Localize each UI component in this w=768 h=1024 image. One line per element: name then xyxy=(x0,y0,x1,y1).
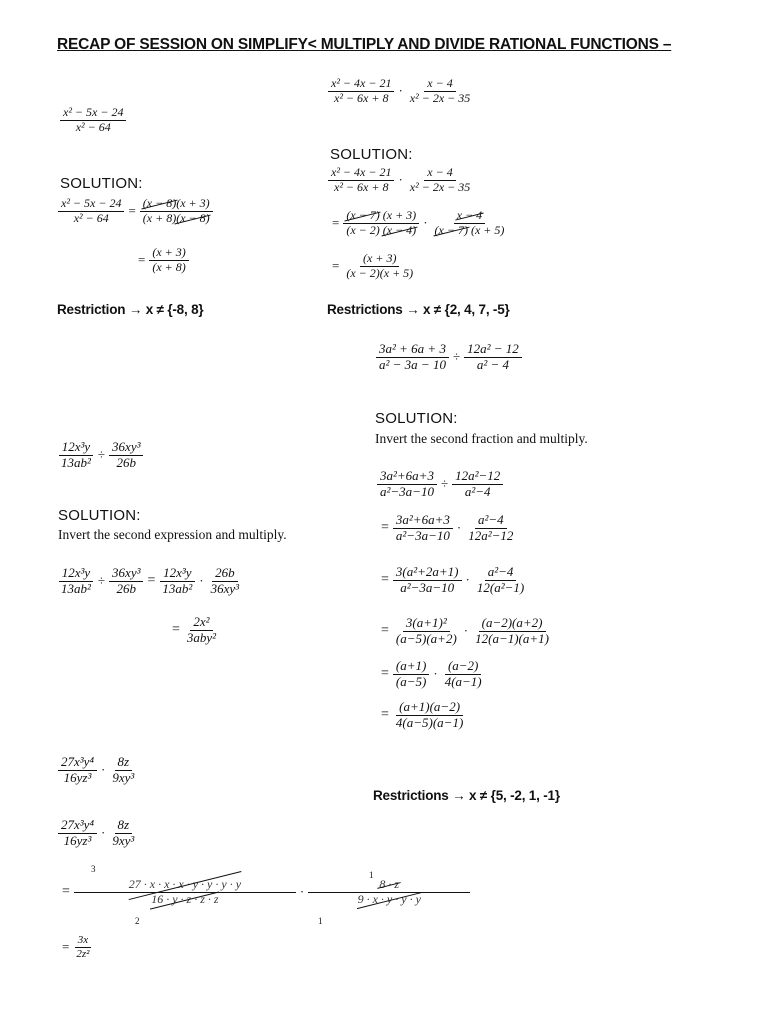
fraction-numerator: (a+1)(a−2) xyxy=(396,700,463,716)
problem2-fraction-1 xyxy=(328,77,394,106)
cancel-mark: 1 xyxy=(369,870,374,880)
cancel-mark: 3 xyxy=(91,864,96,874)
cancelled-factors: 8 · z xyxy=(379,877,400,891)
fraction-denominator: 36xy³ xyxy=(210,580,240,596)
fraction xyxy=(58,755,97,786)
fraction xyxy=(308,878,470,907)
fraction-denominator: x² − 6x + 8 xyxy=(334,90,389,105)
solution-label: SOLUTION: xyxy=(60,175,143,192)
equals-sign: = xyxy=(381,707,389,723)
divide-sign: ÷ xyxy=(97,573,106,589)
fraction xyxy=(393,513,453,544)
fraction-denominator: 16yz³ xyxy=(63,769,92,785)
problem5-expression xyxy=(58,755,137,786)
equals-sign: = xyxy=(332,215,340,231)
problem2-step0 xyxy=(328,166,473,195)
equals-sign: = xyxy=(172,622,180,638)
cancelled-factor: (x − 4) xyxy=(382,222,417,237)
fraction-numerator: x − 4 xyxy=(424,166,455,181)
fraction-denominator: 13ab² xyxy=(61,454,91,470)
solution-label: SOLUTION: xyxy=(375,410,458,427)
fraction-denominator: (x + 8) xyxy=(152,259,186,274)
cancelled-factors: 16 · y · z · z · z xyxy=(151,891,219,906)
fraction xyxy=(377,469,437,500)
fraction-denominator: x² − 64 xyxy=(73,210,109,225)
factor: (x + 8) xyxy=(142,210,177,225)
problem1-fraction xyxy=(60,106,126,135)
fraction-denominator: x² − 64 xyxy=(75,119,111,134)
cancelled-factor: (x − 8) xyxy=(176,210,210,225)
problem1-original-fraction xyxy=(58,197,124,226)
solution-label: SOLUTION: xyxy=(58,507,141,524)
problem3-fraction-1 xyxy=(376,342,449,373)
factor: (x + 5) xyxy=(470,222,505,237)
cancelled-factor: (x − 8) xyxy=(142,196,177,210)
problem3-restriction: Restrictions → x ≠ {5, -2, 1, -1} xyxy=(373,788,560,803)
fraction-denominator: a² − 3a − 10 xyxy=(379,356,446,372)
problem2-fraction-2 xyxy=(407,77,473,106)
problem2-result xyxy=(328,252,416,281)
fraction xyxy=(208,566,242,597)
fraction xyxy=(184,615,219,646)
times-sign: · xyxy=(398,172,403,188)
equals-sign: = xyxy=(381,666,389,682)
cancel-mark: 2 xyxy=(135,916,140,926)
fraction-numerator: 12a² − 12 xyxy=(464,342,522,358)
times-sign: · xyxy=(456,520,462,536)
factor: (x + 3) xyxy=(176,196,210,210)
fraction-denominator: 13ab² xyxy=(61,580,91,596)
fraction xyxy=(58,818,97,849)
problem1-step1 xyxy=(58,197,213,226)
fraction-denominator: x² − 2x − 35 xyxy=(409,179,471,194)
fraction-numerator: 8z xyxy=(115,755,133,771)
divide-sign: ÷ xyxy=(97,447,106,463)
invert-fraction-note: Invert the second fraction and multiply. xyxy=(375,431,588,446)
cancel-mark: 1 xyxy=(318,916,323,926)
fraction-denominator: 9xy³ xyxy=(112,769,135,785)
problem5-expanded xyxy=(58,878,470,907)
times-sign: · xyxy=(299,884,305,900)
fraction-numerator: (x + 3) xyxy=(360,252,399,267)
problem2-fraction-2 xyxy=(407,166,473,195)
problem4-expression xyxy=(58,440,143,471)
fraction-denominator: 9xy³ xyxy=(112,832,135,848)
fraction-numerator: 3a²+6a+3 xyxy=(393,513,453,529)
equals-sign: = xyxy=(62,939,70,955)
fraction-denominator: x² − 6x + 8 xyxy=(334,179,389,194)
fraction-numerator: a²−4 xyxy=(485,565,517,581)
fraction-denominator: 26b xyxy=(116,580,137,596)
times-sign: · xyxy=(465,572,470,588)
equals-sign: = xyxy=(62,884,70,900)
fraction-numerator: (x + 3) xyxy=(149,246,188,261)
fraction xyxy=(465,513,516,544)
fraction xyxy=(58,566,94,597)
fraction-denominator: a²−3a−10 xyxy=(400,579,455,595)
problem3-step4 xyxy=(377,659,485,690)
problem3-fraction-2 xyxy=(464,342,522,373)
problem3-expression xyxy=(376,342,522,373)
equals-sign: = xyxy=(381,623,389,639)
fraction-numerator: 12a²−12 xyxy=(452,469,503,485)
fraction-numerator: 12x³y xyxy=(160,566,194,582)
fraction-denominator: a² − 4 xyxy=(476,356,510,372)
fraction xyxy=(393,659,429,690)
problem1-factored-fraction xyxy=(140,197,213,226)
fraction-denominator: (a−5)(a+2) xyxy=(395,630,457,646)
fraction-numerator: (a−2) xyxy=(445,659,481,675)
fraction-numerator: 27x³y⁴ xyxy=(58,818,97,834)
problem4-step1 xyxy=(58,566,242,597)
times-sign: · xyxy=(433,666,438,682)
fraction-denominator: (a−5) xyxy=(395,673,427,689)
fraction-numerator: 12x³y xyxy=(59,440,93,456)
fraction-numerator: 27x³y⁴ xyxy=(58,755,97,771)
fraction-numerator: 3a²+6a+3 xyxy=(377,469,437,485)
problem5-step0 xyxy=(58,818,137,849)
fraction xyxy=(109,755,137,786)
fraction xyxy=(442,659,485,690)
problem2-factored-fraction-2 xyxy=(432,209,508,238)
divide-sign: ÷ xyxy=(452,349,461,365)
fraction-denominator: (x − 2)(x + 5) xyxy=(346,265,414,280)
fraction-denominator: 16yz³ xyxy=(63,832,92,848)
fraction-denominator: 2z² xyxy=(76,947,90,960)
times-sign: · xyxy=(199,573,204,589)
fraction-numerator: x² − 5x − 24 xyxy=(60,106,126,121)
fraction xyxy=(472,616,552,647)
fraction-numerator: x² − 4x − 21 xyxy=(328,166,394,181)
fraction-numerator: 36xy³ xyxy=(109,440,143,456)
fraction-denominator: 12a²−12 xyxy=(468,527,514,543)
fraction xyxy=(74,878,296,907)
fraction-numerator: x² − 5x − 24 xyxy=(58,197,124,212)
problem2-fraction-1 xyxy=(328,166,394,195)
factor: (x + 3) xyxy=(382,208,417,222)
fraction-denominator: 4(a−5)(a−1) xyxy=(395,714,464,730)
fraction xyxy=(393,565,462,596)
problem3-step1 xyxy=(377,513,516,544)
problem2-restriction: Restrictions → x ≠ {2, 4, 7, -5} xyxy=(327,302,510,317)
page-title: RECAP OF SESSION ON SIMPLIFY< MULTIPLY AND DIVIDE RATIONAL FUNCTIONS – xyxy=(57,36,672,53)
fraction-denominator: 4(a−1) xyxy=(444,673,482,689)
fraction-numerator: x − 4 xyxy=(424,77,455,92)
fraction-denominator: 26b xyxy=(116,454,137,470)
divide-sign: ÷ xyxy=(440,476,449,492)
fraction-numerator: 8z xyxy=(115,818,133,834)
fraction-denominator: a²−3a−10 xyxy=(380,483,434,499)
fraction-denominator: 3aby² xyxy=(186,629,217,645)
equals-sign: = xyxy=(138,252,146,268)
problem2-expression xyxy=(328,77,473,106)
equals-sign: = xyxy=(147,573,156,589)
problem3-step2 xyxy=(377,565,527,596)
fraction-numerator: 3a² + 6a + 3 xyxy=(376,342,449,358)
fraction-numerator: 3x xyxy=(75,934,91,948)
fraction-denominator: 12(a²−1) xyxy=(476,579,525,595)
fraction-numerator: 36xy³ xyxy=(109,566,143,582)
times-sign: · xyxy=(100,825,106,841)
fraction-numerator: x² − 4x − 21 xyxy=(328,77,394,92)
solution-label: SOLUTION: xyxy=(330,146,413,163)
times-sign: · xyxy=(463,623,469,639)
fraction-numerator: 2x² xyxy=(190,615,212,631)
times-sign: · xyxy=(423,215,428,231)
fraction xyxy=(393,700,466,731)
problem1-result-fraction xyxy=(149,246,188,275)
problem2-step1 xyxy=(328,209,507,238)
cancelled-factor: (x − 7) xyxy=(434,222,468,237)
problem4-result xyxy=(168,615,219,646)
fraction xyxy=(109,566,143,597)
fraction-numerator: (a−2)(a+2) xyxy=(479,616,546,632)
fraction-numerator: 3(a+1)² xyxy=(403,616,450,632)
fraction-denominator: a²−4 xyxy=(464,483,491,499)
fraction xyxy=(393,616,460,647)
fraction-denominator: 13ab² xyxy=(162,580,193,596)
fraction-numerator: 26b xyxy=(212,566,238,582)
problem1-expression xyxy=(60,106,126,135)
cancelled-factor: (x − 7) xyxy=(346,208,380,222)
cancelled-factors: 27 · x · x · x · y · y · y · y xyxy=(128,877,242,891)
problem1-result xyxy=(134,246,189,275)
problem1-restriction: Restriction → x ≠ {-8, 8} xyxy=(57,302,204,317)
fraction xyxy=(159,566,195,597)
problem3-step3 xyxy=(377,616,552,647)
factor: (x − 2) xyxy=(346,222,380,237)
fraction xyxy=(109,440,143,471)
fraction-denominator: x² − 2x − 35 xyxy=(409,90,471,105)
problem2-factored-fraction-1 xyxy=(343,209,419,238)
invert-expression-note: Invert the second expression and multiply. xyxy=(58,527,287,542)
fraction-numerator: a²−4 xyxy=(475,513,507,529)
fraction-numerator: 3(a²+2a+1) xyxy=(393,565,462,581)
times-sign: · xyxy=(398,83,403,99)
fraction xyxy=(109,818,137,849)
times-sign: · xyxy=(100,762,106,778)
fraction-numerator: 12x³y xyxy=(59,566,93,582)
equals-sign: = xyxy=(128,203,136,219)
cancelled-factor: x − 4 xyxy=(456,208,483,222)
equals-sign: = xyxy=(381,520,389,536)
fraction-numerator: (a+1) xyxy=(393,659,429,675)
fraction xyxy=(58,440,94,471)
fraction-denominator: a²−3a−10 xyxy=(395,527,450,543)
problem5-result xyxy=(58,934,92,960)
fraction xyxy=(474,565,527,596)
problem3-step0 xyxy=(377,469,503,500)
problem2-result-fraction xyxy=(343,252,416,281)
fraction-denominator: 12(a−1)(a+1) xyxy=(475,630,549,646)
fraction xyxy=(73,934,92,960)
equals-sign: = xyxy=(332,258,340,274)
equals-sign: = xyxy=(381,572,389,588)
cancelled-factors: 9 · x · y · y · y xyxy=(357,891,421,906)
problem3-result xyxy=(377,700,466,731)
fraction xyxy=(452,469,503,500)
